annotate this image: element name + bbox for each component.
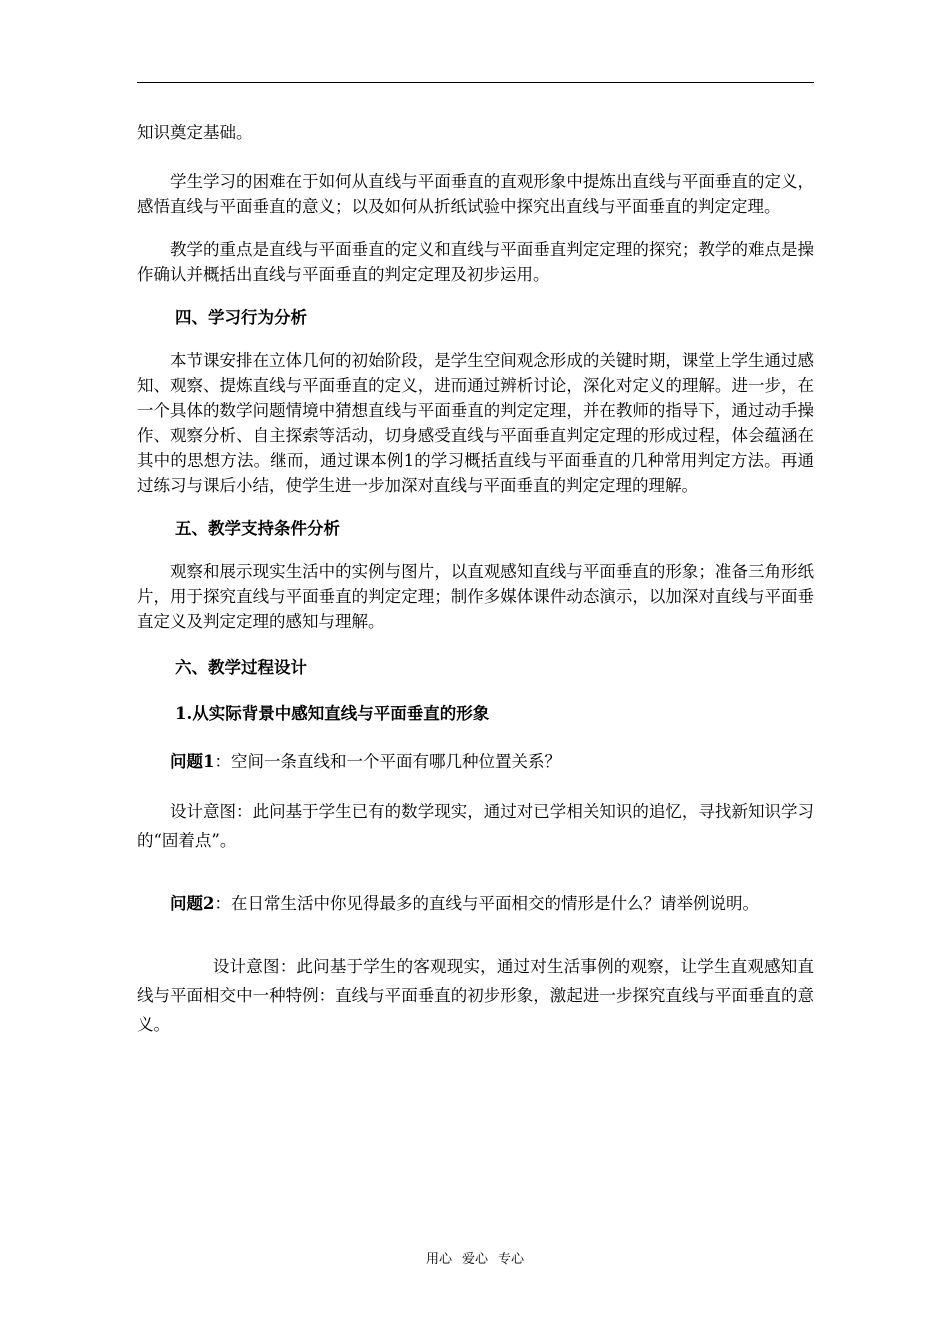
footer-word-1: 用心 [425,1252,452,1267]
question-2-label: 问题2 [170,894,215,913]
question-1-text: ：空间一条直线和一个平面有哪几种位置关系？ [214,752,561,771]
question-2 [137,889,814,918]
footer-word-2: 爱心 [461,1252,488,1267]
header-rule [137,82,814,83]
design-intent-1: 设计意图：此问基于学生已有的数学现实，通过对已学相关知识的追忆，寻找新知识学习的“固着点”。 [137,802,814,850]
question-1 [137,749,814,774]
heading-section-1: 1.从实际背景中感知直线与平面垂直的形象 [175,704,490,723]
page-footer [0,1248,950,1267]
paragraph-support-conditions: 观察和展示现实生活中的实例与图片，以直观感知直线与平面垂直的形象；准备三角形纸片，用于探究直线与平面垂直的判定定理；制作多媒体课件动态演示，以加深对直线与平面垂直定义及判定定理的感知与理解。 [137,562,814,631]
paragraph-key-points: 教学的重点是直线与平面垂直的定义和直线与平面垂直判定定理的探究；教学的难点是操作确认并概括出直线与平面垂直的判定定理及初步运用。 [137,240,814,284]
question-1-label: 问题1 [170,752,215,771]
question-2-text: ：在日常生活中你见得最多的直线与平面相交的情形是什么？请举例说明。 [214,894,759,913]
heading-learning-behavior: 四、学习行为分析 [175,308,307,327]
design-intent-2: 设计意图：此问基于学生的客观现实，通过对生活事例的观察，让学生直观感知直线与平面相交中一种特例：直线与平面垂直的初步形象，激起进一步探究直线与平面垂直的意义。 [137,957,814,1034]
paragraph-learning-behavior: 本节课安排在立体几何的初始阶段，是学生空间观念形成的关键时期，课堂上学生通过感知、观察、提炼直线与平面垂直的定义，进而通过辨析讨论，深化对定义的理解。进一步，在一个具体的数学问题情境中猜想直线与平面垂直的判定定理，并在教师的指导下，通过动手操作、观察分析、自主探索等活动，切身感受直线与平面垂直判定定理的形成过程，体会蕴涵在其中的思想方法。继而，通过课本例1的学习概括直线与平面垂直的几种常用判定方法。再通过练习与课后小结，使学生进一步加深对直线与平面垂直的判定定理的理解。 [137,351,814,495]
footer-word-3: 专心 [498,1252,525,1267]
paragraph-difficulty: 学生学习的困难在于如何从直线与平面垂直的直观形象中提炼出直线与平面垂直的定义，感悟直线与平面垂直的意义；以及如何从折纸试验中探究出直线与平面垂直的判定定理。 [137,172,814,216]
heading-support-conditions: 五、教学支持条件分析 [175,519,340,538]
document-body [137,120,814,1039]
heading-process-design: 六、教学过程设计 [175,658,307,677]
paragraph-continuation: 知识奠定基础。 [137,123,253,142]
